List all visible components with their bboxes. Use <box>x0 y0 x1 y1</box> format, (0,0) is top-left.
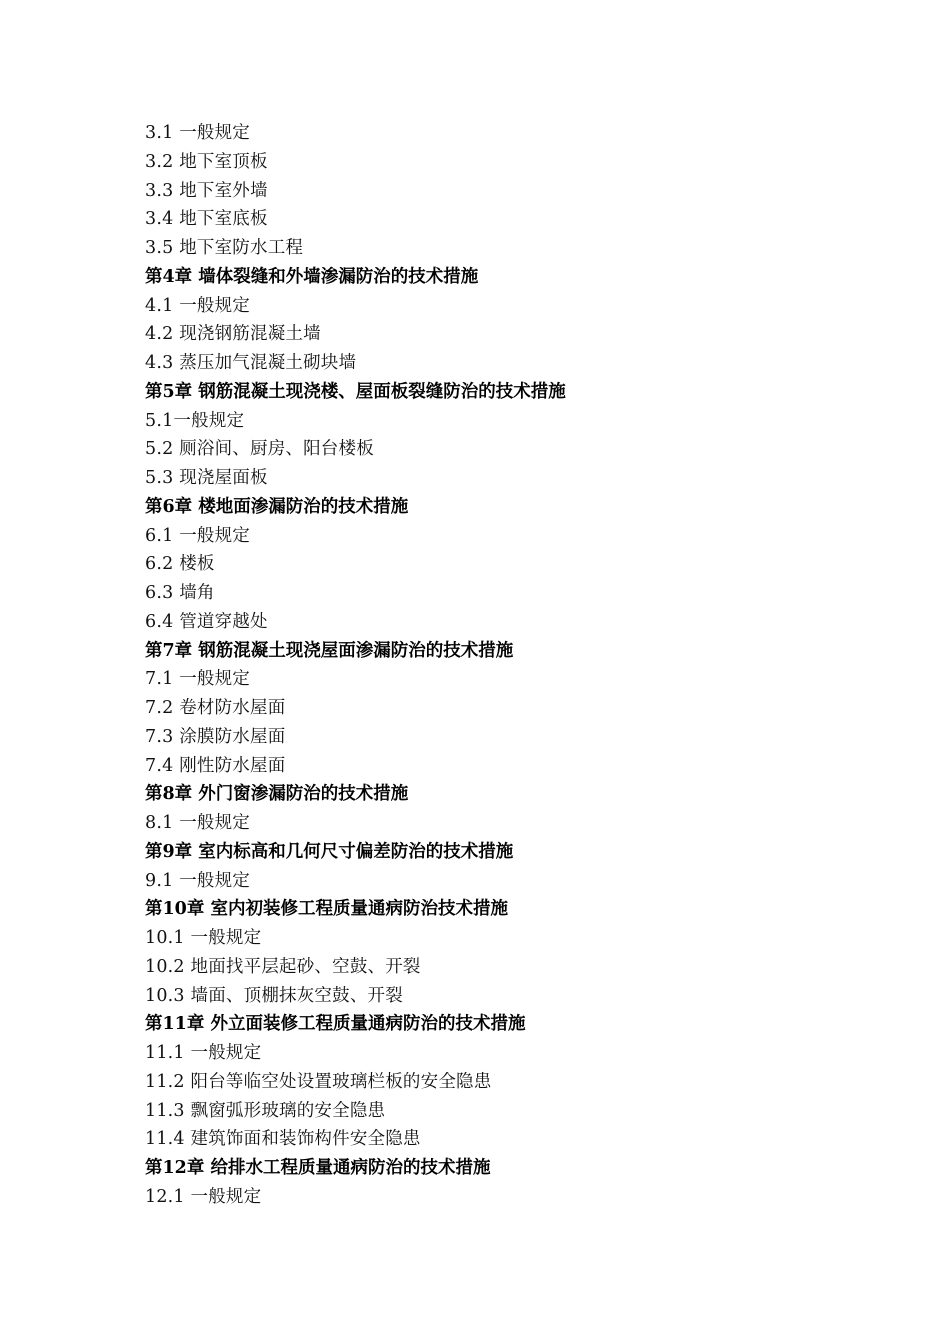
table-of-contents <box>145 119 905 1212</box>
section-entry: 12.1 一般规定 <box>145 1186 262 1207</box>
section-entry: 11.4 建筑饰面和装饰构件安全隐患 <box>145 1129 421 1150</box>
chapter-heading: 第10章 室内初装修工程质量通病防治技术措施 <box>145 899 508 920</box>
section-entry: 3.4 地下室底板 <box>145 209 268 230</box>
section-entry: 10.2 地面找平层起砂、空鼓、开裂 <box>145 956 421 977</box>
chapter-heading: 第8章 外门窗渗漏防治的技术措施 <box>145 784 409 805</box>
section-entry: 10.1 一般规定 <box>145 928 262 948</box>
section-entry: 3.5 地下室防水工程 <box>145 238 304 258</box>
section-entry: 6.3 墙角 <box>145 583 215 603</box>
section-entry: 6.1 一般规定 <box>145 525 250 546</box>
section-entry: 4.1 一般规定 <box>145 295 250 316</box>
section-entry: 7.3 涂膜防水屋面 <box>145 726 286 747</box>
section-entry: 6.4 管道穿越处 <box>145 611 268 632</box>
chapter-heading: 第5章 钢筋混凝土现浇楼、屋面板裂缝防治的技术措施 <box>145 381 566 402</box>
section-entry: 5.2 厕浴间、厨房、阳台楼板 <box>145 439 374 460</box>
section-entry: 6.2 楼板 <box>145 554 215 575</box>
chapter-heading: 第9章 室内标高和几何尺寸偏差防治的技术措施 <box>145 841 514 862</box>
section-entry: 7.1 一般规定 <box>145 669 250 690</box>
section-entry: 5.3 现浇屋面板 <box>145 468 268 488</box>
section-entry: 5.1一般规定 <box>145 410 245 431</box>
section-entry: 11.1 一般规定 <box>145 1043 262 1063</box>
section-entry: 10.3 墙面、顶棚抹灰空鼓、开裂 <box>145 985 403 1006</box>
section-entry: 3.1 一般规定 <box>145 123 250 143</box>
section-entry: 8.1 一般规定 <box>145 813 250 833</box>
chapter-heading: 第11章 外立面装修工程质量通病防治的技术措施 <box>145 1014 526 1035</box>
section-entry: 3.3 地下室外墙 <box>145 180 268 201</box>
section-entry: 3.2 地下室顶板 <box>145 151 268 172</box>
chapter-heading: 第7章 钢筋混凝土现浇屋面渗漏防治的技术措施 <box>145 640 514 661</box>
section-entry: 7.2 卷材防水屋面 <box>145 698 286 718</box>
section-entry: 11.3 飘窗弧形玻璃的安全隐患 <box>145 1100 386 1121</box>
chapter-heading: 第12章 给排水工程质量通病防治的技术措施 <box>145 1158 491 1178</box>
section-entry: 9.1 一般规定 <box>145 870 250 891</box>
section-entry: 4.3 蒸压加气混凝土砌块墙 <box>145 353 357 373</box>
chapter-heading: 第4章 墙体裂缝和外墙渗漏防治的技术措施 <box>145 266 479 287</box>
section-entry: 11.2 阳台等临空处设置玻璃栏板的安全隐患 <box>145 1071 492 1092</box>
section-entry: 7.4 刚性防水屋面 <box>145 755 286 776</box>
section-entry: 4.2 现浇钢筋混凝土墙 <box>145 324 321 345</box>
chapter-heading: 第6章 楼地面渗漏防治的技术措施 <box>145 496 409 517</box>
